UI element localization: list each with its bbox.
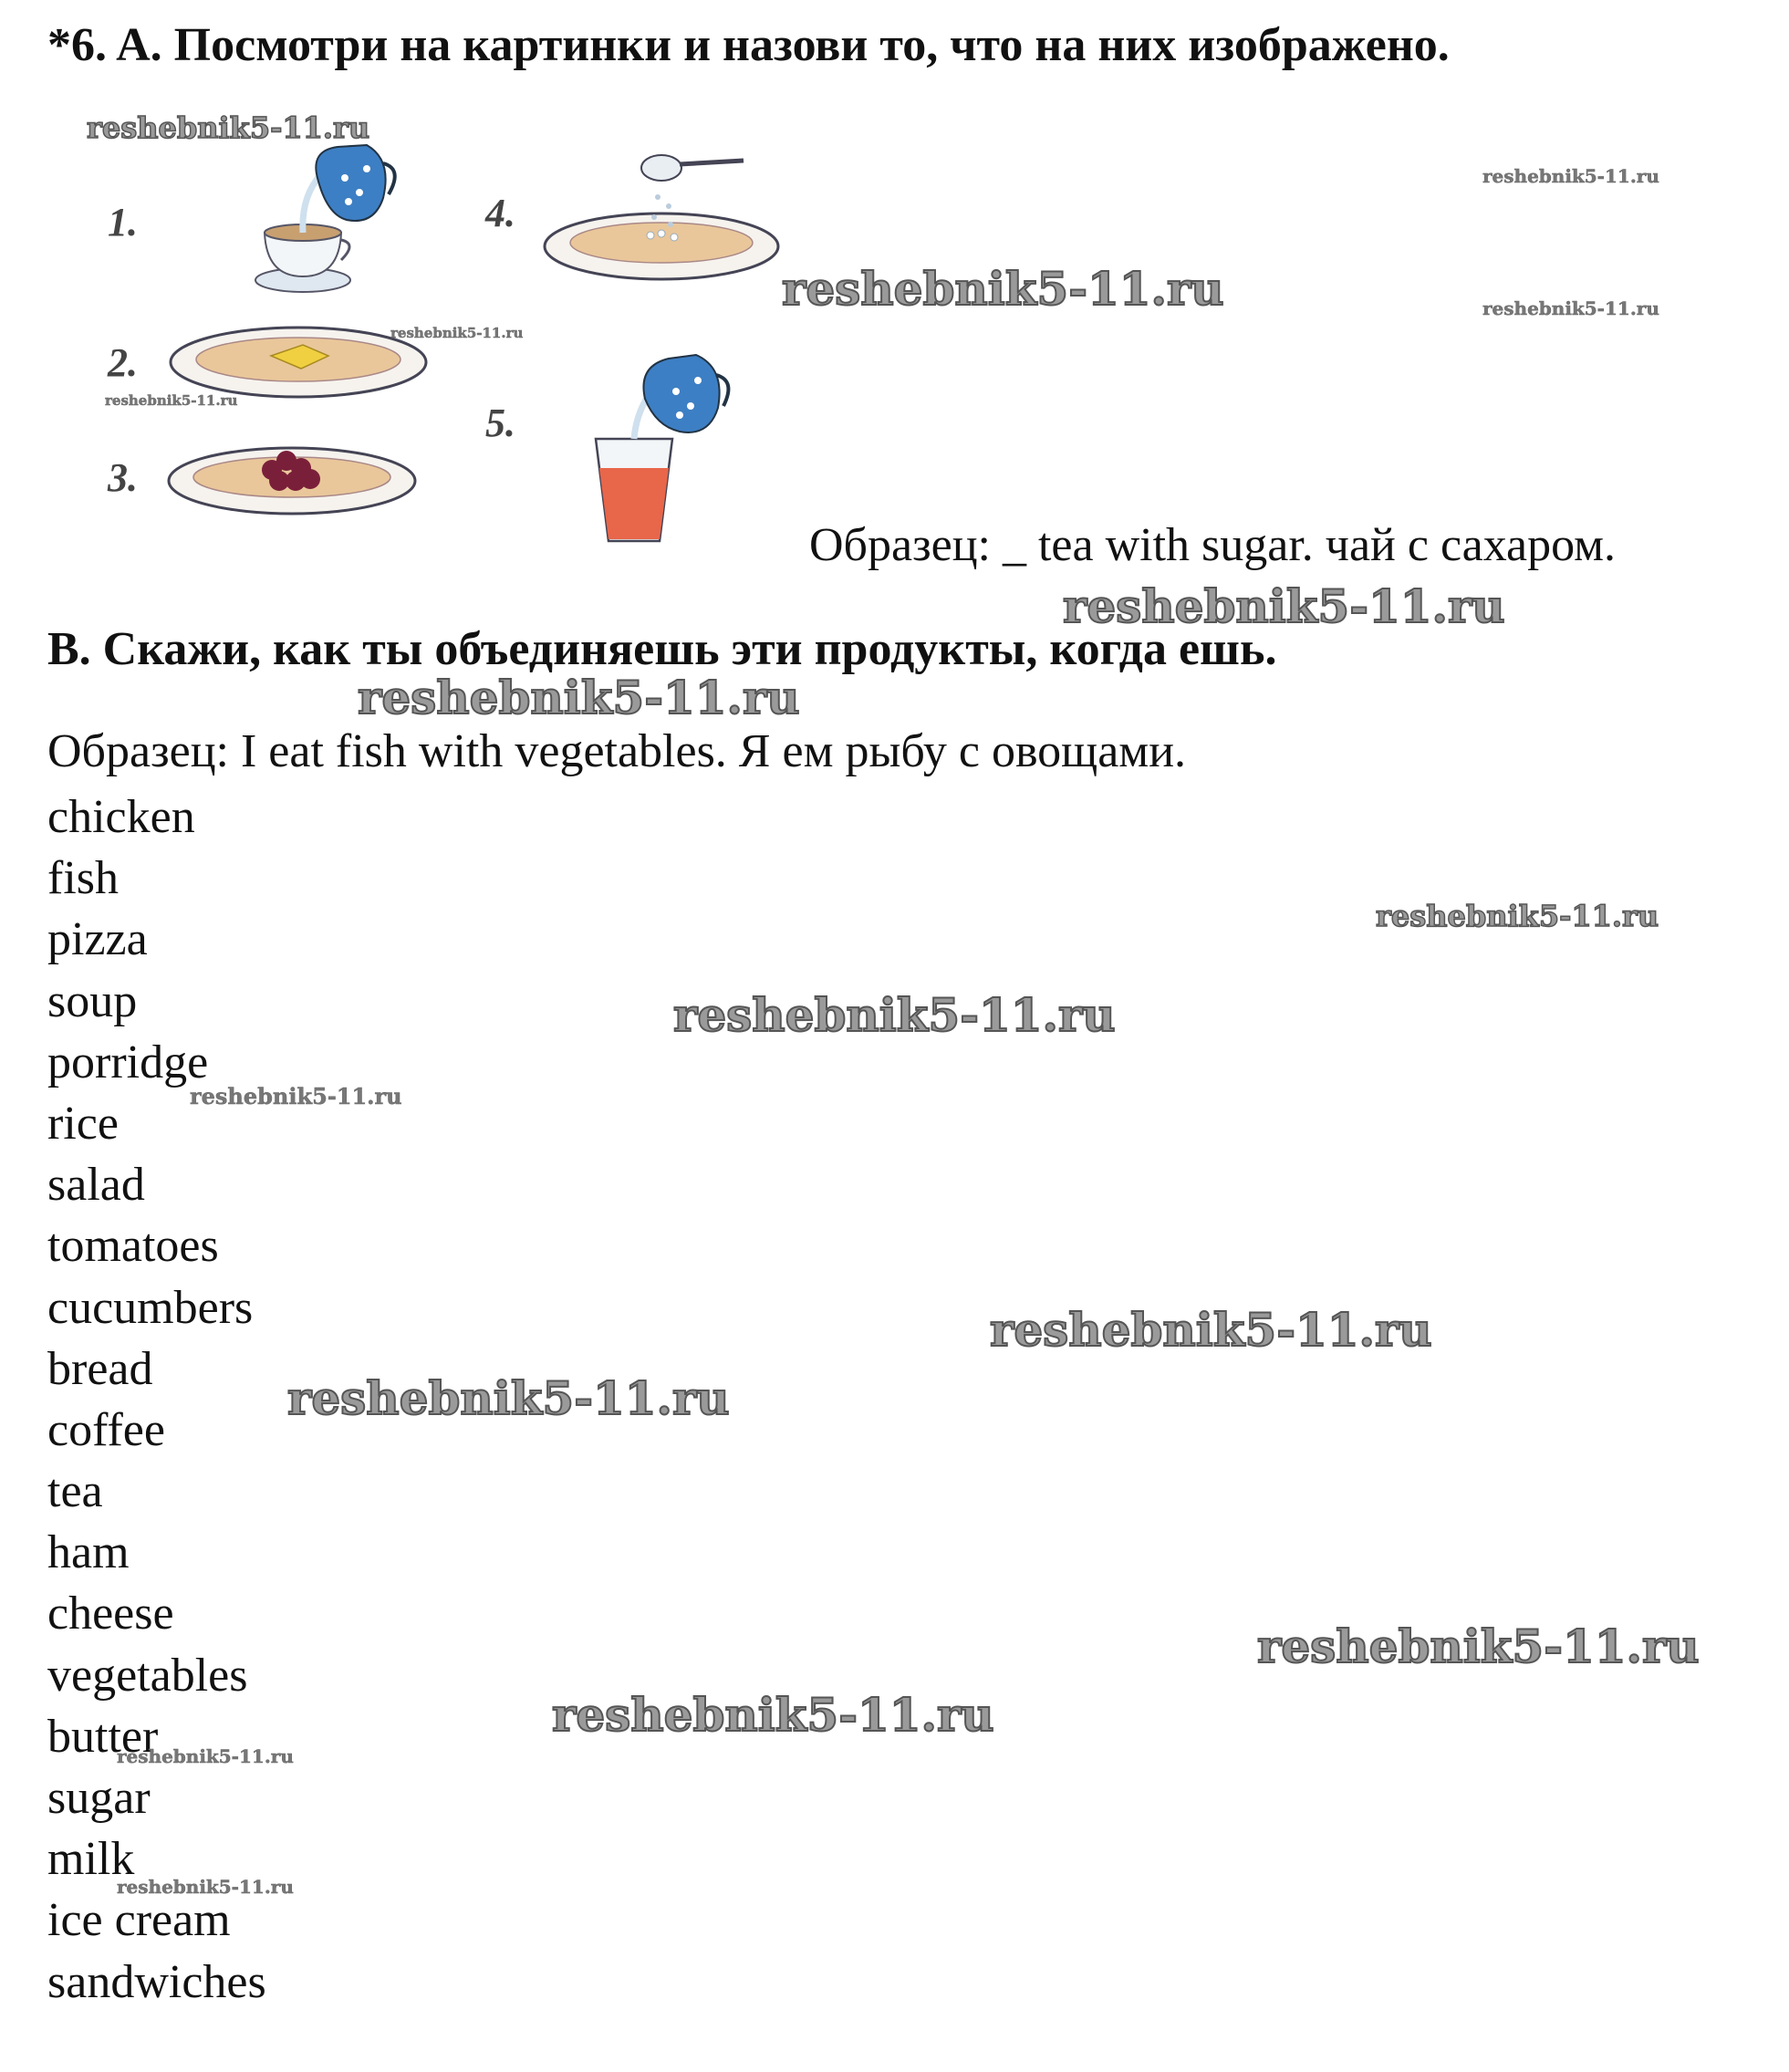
list-item: porridge <box>47 1036 209 1088</box>
task-a-heading: *6. A. Посмотри на картинки и назови то, что на них изображено. <box>47 19 1450 71</box>
list-item: bread <box>47 1342 153 1395</box>
list-item: tea <box>47 1465 103 1518</box>
watermark: reshebnik5-11.ru <box>782 262 1224 316</box>
watermark: reshebnik5-11.ru <box>87 110 370 145</box>
list-item: rice <box>47 1097 119 1150</box>
list-item: tomatoes <box>47 1220 219 1273</box>
watermark: reshebnik5-11.ru <box>1257 1619 1700 1673</box>
watermark: reshebnik5-11.ru <box>190 1083 402 1109</box>
list-item: ham <box>47 1526 130 1579</box>
list-item: salad <box>47 1159 145 1212</box>
picture-number-4: 4. <box>485 191 515 235</box>
picture-number-3: 3. <box>108 455 138 500</box>
watermark: reshebnik5-11.ru <box>552 1688 994 1742</box>
list-item: milk <box>47 1833 135 1886</box>
task-a-sample: Образец: _ tea with sugar. чай с сахаром. <box>809 519 1617 571</box>
glass-of-juice-illustration <box>588 351 734 547</box>
watermark: reshebnik5-11.ru <box>117 1876 294 1898</box>
list-item: vegetables <box>47 1649 248 1702</box>
porridge-with-sugar-illustration <box>543 146 798 283</box>
list-item: butter <box>47 1710 159 1763</box>
list-item: soup <box>47 974 138 1027</box>
list-item: pizza <box>47 913 148 966</box>
list-item: sandwiches <box>47 1955 266 2008</box>
watermark: reshebnik5-11.ru <box>1063 579 1505 633</box>
list-item: chicken <box>47 791 195 843</box>
watermark: reshebnik5-11.ru <box>358 671 800 724</box>
task-b-sample: Образец: I eat fish with vegetables. Я ем рыбу с овощами. <box>47 725 1187 777</box>
watermark: reshebnik5-11.ru <box>673 988 1116 1042</box>
porridge-with-berries-illustration <box>164 433 420 517</box>
list-item: cheese <box>47 1588 174 1640</box>
picture-number-2: 2. <box>108 340 138 385</box>
watermark: reshebnik5-11.ru <box>390 325 524 341</box>
task-b-heading: B. Скажи, как ты объединяешь эти продукты, когда ешь. <box>47 623 1277 675</box>
picture-number-1: 1. <box>108 200 138 245</box>
picture-number-5: 5. <box>485 401 515 445</box>
watermark: reshebnik5-11.ru <box>1482 297 1659 319</box>
watermark: reshebnik5-11.ru <box>117 1745 294 1767</box>
tea-cup-with-jug-illustration <box>246 141 401 301</box>
watermark: reshebnik5-11.ru <box>1482 165 1659 187</box>
watermark: reshebnik5-11.ru <box>1376 899 1659 933</box>
watermark: reshebnik5-11.ru <box>287 1371 730 1425</box>
food-word-list <box>47 786 266 2013</box>
list-item: ice cream <box>47 1894 231 1947</box>
list-item: sugar <box>47 1772 151 1824</box>
list-item: fish <box>47 852 119 905</box>
watermark: reshebnik5-11.ru <box>990 1303 1432 1357</box>
list-item: cucumbers <box>47 1281 254 1334</box>
list-item: coffee <box>47 1403 165 1456</box>
watermark: reshebnik5-11.ru <box>105 392 238 409</box>
